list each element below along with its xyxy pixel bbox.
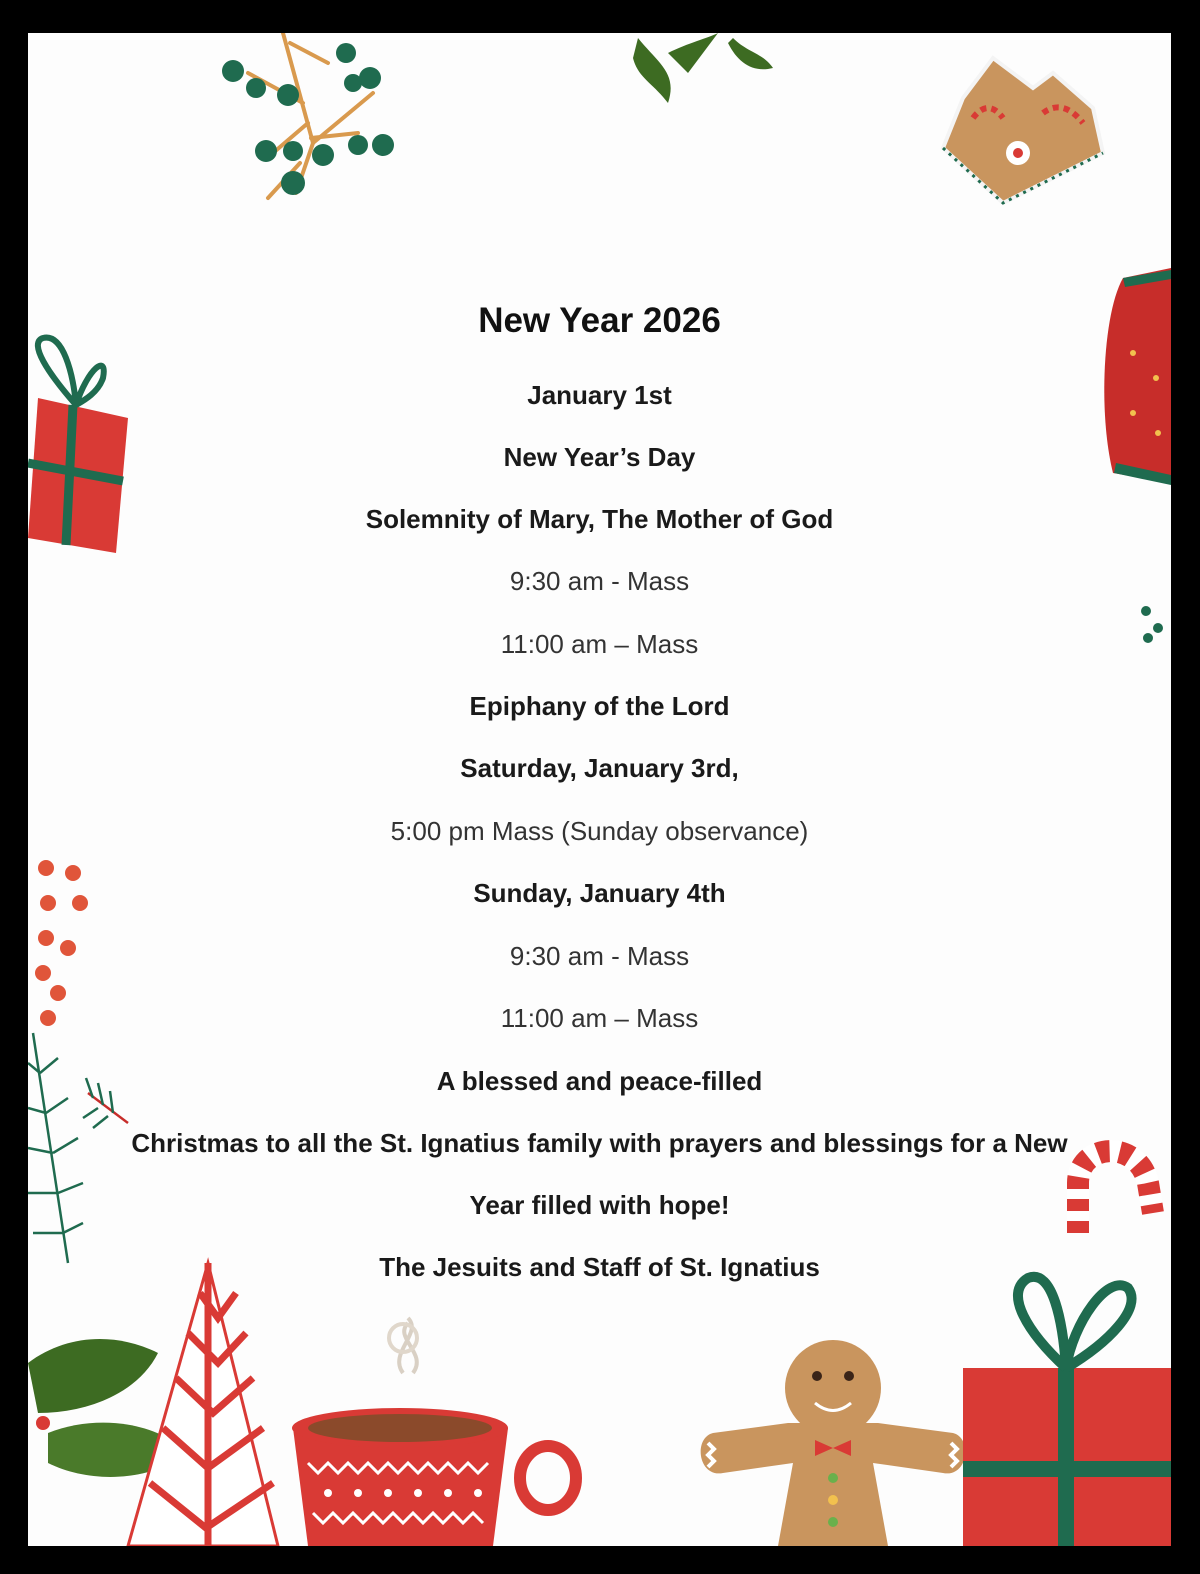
- feast-name: Solemnity of Mary, The Mother of God: [365, 504, 834, 534]
- greeting-line: A blessed and peace-filled: [436, 1066, 763, 1096]
- flyer-title: New Year 2026: [478, 301, 721, 340]
- date-line: January 1st: [527, 380, 672, 410]
- mass-time: 9:30 am - Mass: [509, 941, 690, 971]
- holiday-name: New Year’s Day: [503, 442, 696, 472]
- greeting-line: Christmas to all the St. Ignatius family with prayers and blessings for a New: [131, 1128, 1068, 1158]
- flyer-text: [28, 33, 1171, 1546]
- mass-time: 11:00 am – Mass: [500, 1003, 699, 1033]
- feast-name: Epiphany of the Lord: [469, 691, 730, 721]
- greeting-line: Year filled with hope!: [469, 1190, 730, 1220]
- mass-time: 11:00 am – Mass: [500, 629, 699, 659]
- flyer-page: [28, 33, 1171, 1546]
- date-line: Sunday, January 4th: [473, 878, 726, 908]
- date-line: Saturday, January 3rd,: [460, 753, 739, 783]
- mass-time: 5:00 pm Mass (Sunday observance): [390, 816, 809, 846]
- signature-line: The Jesuits and Staff of St. Ignatius: [379, 1252, 820, 1282]
- mass-time: 9:30 am - Mass: [509, 566, 690, 596]
